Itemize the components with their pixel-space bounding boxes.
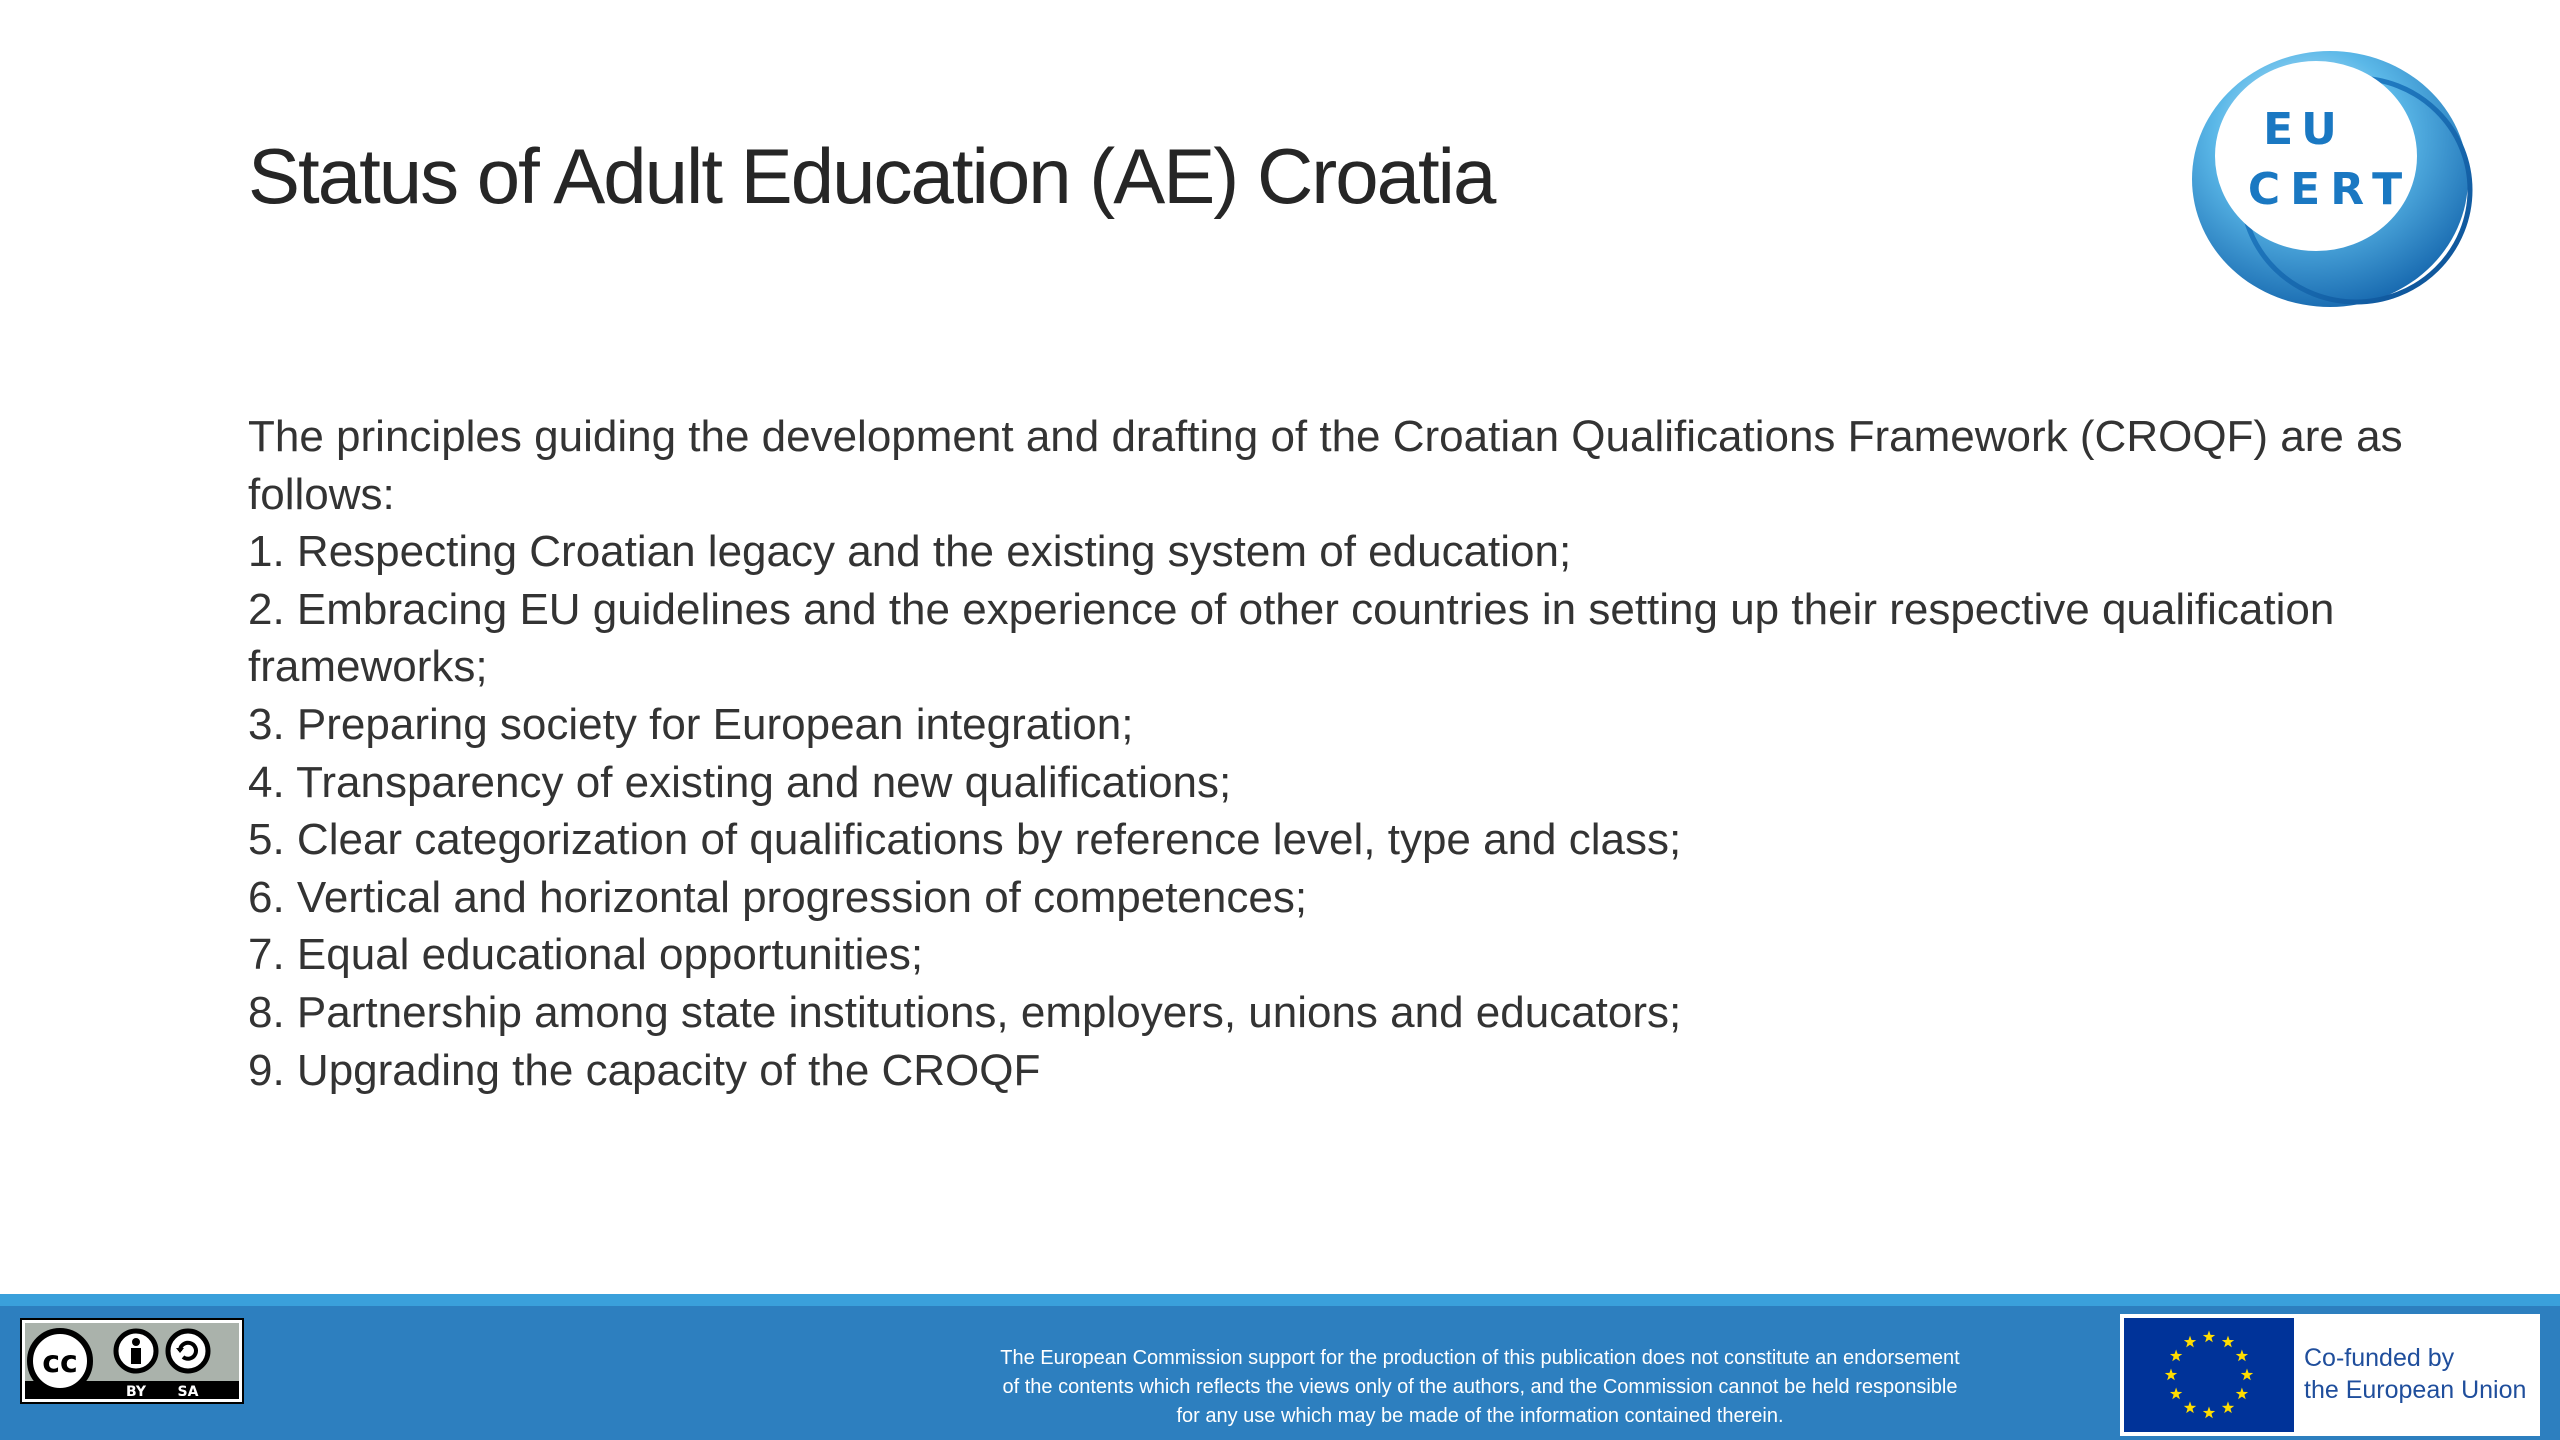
disclaimer-text	[880, 1344, 2080, 1431]
footer-accent-line	[0, 1294, 2560, 1306]
disclaimer-line: of the contents which reflects the views only of the authors, and the Commission cannot be held responsible	[1002, 1376, 1958, 1398]
cofunded-line2: the European Union	[2304, 1376, 2527, 1404]
disclaimer-line: for any use which may be made of the information contained therein.	[1176, 1405, 1784, 1427]
principle-item: 1. Respecting Croatian legacy and the existing system of education;	[248, 527, 1572, 577]
principle-item: 4. Transparency of existing and new qualifications;	[248, 757, 1232, 807]
eu-flag-icon	[2124, 1318, 2294, 1432]
slide-body	[248, 408, 2408, 1099]
cofunded-text	[2304, 1342, 2526, 1406]
principle-item: 2. Embracing EU guidelines and the experience of other countries in setting up their respective qualification frameworks;	[248, 584, 2335, 692]
logo-line2: CERT	[2247, 164, 2413, 215]
principle-item: 5. Clear categorization of qualifications by reference level, type and class;	[248, 815, 1682, 865]
eu-cert-logo	[2180, 44, 2480, 314]
principle-item: 9. Upgrading the capacity of the CROQF	[248, 1045, 1041, 1095]
principle-item: 6. Vertical and horizontal progression of competences;	[248, 872, 1308, 922]
disclaimer-line: The European Commission support for the production of this publication does not constitute an endorsement	[1000, 1347, 1960, 1369]
cc-by-label: BY	[125, 1384, 147, 1400]
cofunded-line1: Co-funded by	[2304, 1344, 2455, 1372]
principle-item: 3. Preparing society for European integration;	[248, 699, 1134, 749]
body-intro: The principles guiding the development and drafting of the Croatian Qualifications Framework (CROQF) are as follows:	[248, 412, 2403, 519]
slide-title: Status of Adult Education (AE) Croatia	[248, 132, 1495, 220]
cc-by-sa-icon	[20, 1318, 244, 1404]
logo-line1: EU	[2263, 104, 2345, 155]
cofunded-badge	[2120, 1314, 2540, 1436]
principle-item: 8. Partnership among state institutions, employers, unions and educators;	[248, 987, 1682, 1037]
cc-sa-label: SA	[177, 1384, 199, 1400]
svg-text:cc: cc	[42, 1345, 78, 1380]
principle-item: 7. Equal educational opportunities;	[248, 930, 924, 980]
